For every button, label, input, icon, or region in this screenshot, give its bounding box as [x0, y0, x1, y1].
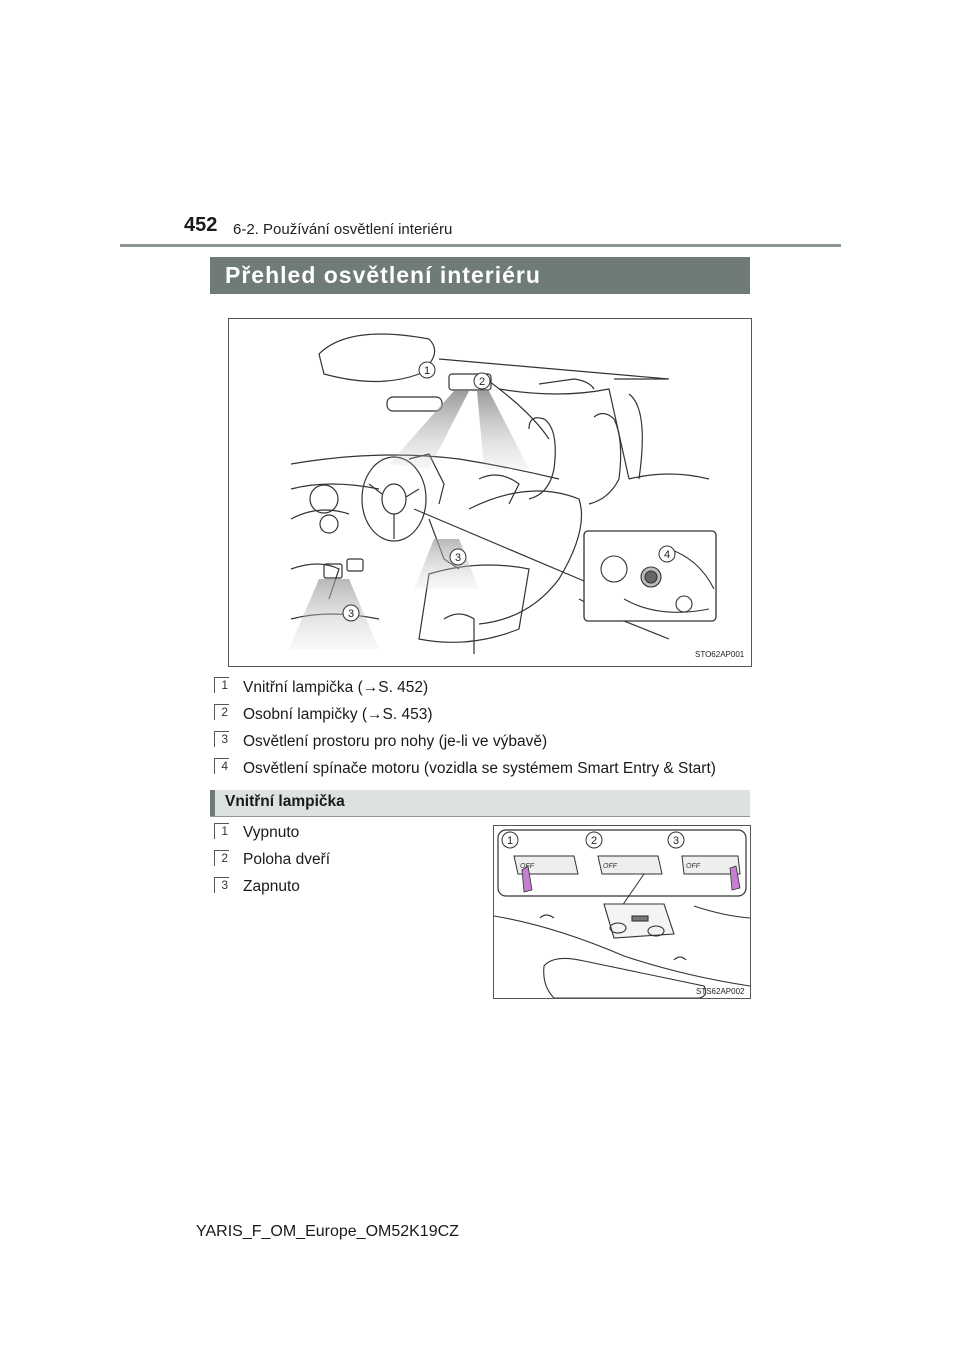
callout-1-label: 1	[423, 365, 431, 377]
legend-num-2: 2	[214, 704, 229, 720]
sub-num-1: 1	[214, 823, 229, 839]
callout-2-label: 2	[478, 376, 486, 388]
subsection-divider	[210, 816, 750, 817]
callout-3b-label: 3	[347, 608, 355, 620]
interior-lights-illustration	[228, 318, 752, 667]
legend-item-3: Osvětlení prostoru pro nohy (je-li ve výbavě)	[243, 733, 548, 750]
legend-num-1: 1	[214, 677, 229, 693]
sub-item-3: Zapnuto	[243, 878, 300, 895]
interior-lamp-switch-illustration	[493, 825, 751, 999]
switch-3-off-label: OFF	[686, 863, 700, 870]
car-interior-drawing	[229, 319, 751, 666]
legend-item-4: Osvětlení spínače motoru (vozidla se systémem Smart Entry & Start)	[243, 760, 716, 777]
legend-item-2: Osobní lampičky (→S. 453)	[243, 706, 433, 723]
document-id: YARIS_F_OM_Europe_OM52K19CZ	[196, 1223, 459, 1240]
subsection-accent	[210, 790, 215, 816]
sub-num-2: 2	[214, 850, 229, 866]
switch-2-off-label: OFF	[603, 863, 617, 870]
page-number: 452	[184, 214, 218, 236]
switch-callout-2-label: 2	[590, 835, 598, 847]
switch-1-off-label: OFF	[520, 863, 534, 870]
sub-item-2: Poloha dveří	[243, 851, 331, 868]
section-title: Přehled osvětlení interiéru	[225, 262, 541, 288]
sub-num-3: 3	[214, 877, 229, 893]
legend-num-3: 3	[214, 731, 229, 747]
lamp-switch-drawing	[494, 826, 750, 998]
figure1-code: STO62AP001	[695, 650, 745, 659]
section-title-bar	[210, 257, 750, 294]
chapter-title: 6-2. Používání osvětlení interiéru	[233, 221, 453, 238]
legend-item-1: Vnitřní lampička (→S. 452)	[243, 679, 429, 696]
subsection-bar	[210, 790, 750, 816]
callout-4-label: 4	[663, 549, 671, 561]
callout-3a-label: 3	[454, 552, 462, 564]
figure2-code: STS62AP002	[696, 987, 745, 996]
sub-item-1: Vypnuto	[243, 824, 300, 841]
header-divider	[120, 244, 841, 247]
legend-num-4: 4	[214, 758, 229, 774]
subsection-title: Vnitřní lampička	[225, 793, 345, 810]
switch-callout-1-label: 1	[506, 835, 514, 847]
switch-callout-3-label: 3	[672, 835, 680, 847]
